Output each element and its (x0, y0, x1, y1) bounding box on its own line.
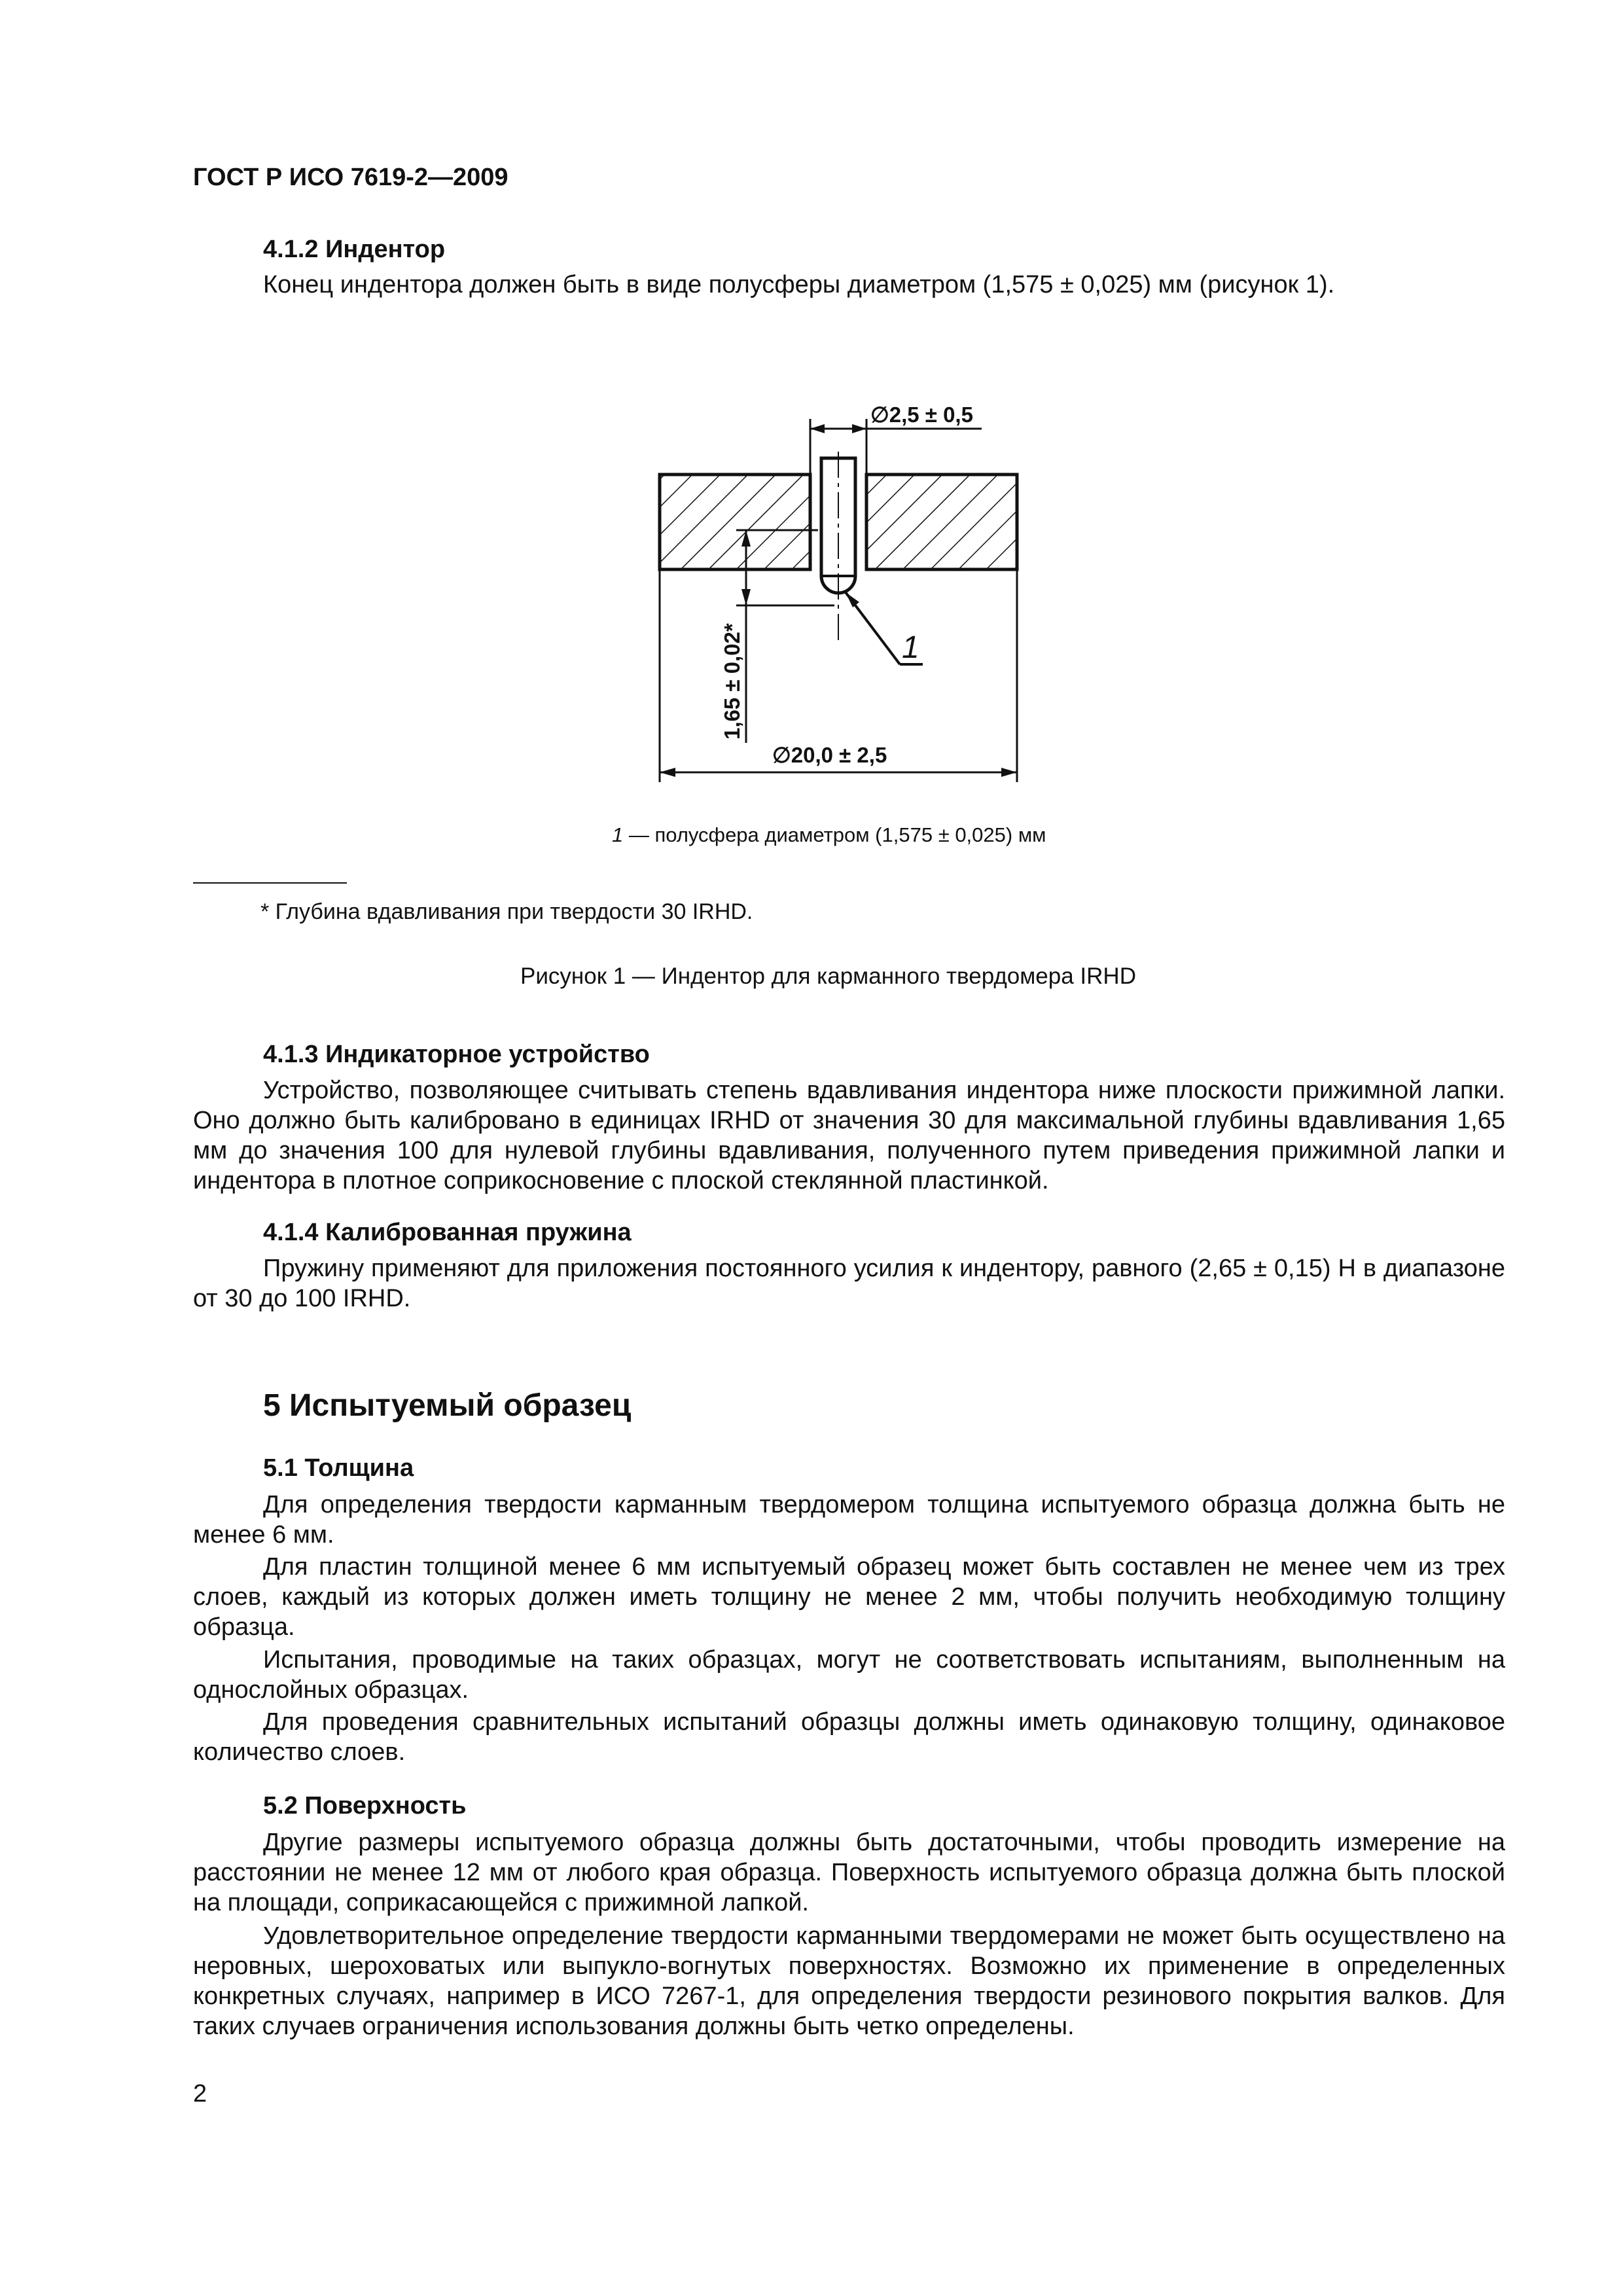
dim-vertical-label: 1,65 ± 0,02* (720, 623, 744, 740)
dim-bottom-label: ∅20,0 ± 2,5 (772, 743, 887, 767)
right-foot-plate (866, 475, 1017, 569)
heading-4-1-4: 4.1.4 Калиброванная пружина (263, 1219, 632, 1246)
callout-leader (846, 592, 923, 665)
heading-5-2: 5.2 Поверхность (263, 1792, 467, 1820)
paragraph-5-1-2: Для пластин толщиной менее 6 мм испытуемый образец может быть составлен не менее чем из трех слоев, каждый из которых должен иметь толщину не менее 2 мм, чтобы получить необходимую толщину образца. (193, 1553, 1505, 1641)
figure-caption: Рисунок 1 — Индентор для карманного твердомера IRHD (520, 963, 1136, 989)
paragraph-5-2-2: Удовлетворительное определение твердости карманными твердомерами не может быть осуществлено на неровных, шероховатых или выпукло-вогнутых поверхностях. Возможно их применение в определенных конкретных случаях, например в ИСО 7267-1, для определения твердости резинового покрытия валков. Для таких случаев ограничения использования должны быть четко определены. (193, 1922, 1505, 2040)
footnote-divider (193, 882, 347, 884)
indenter-pin (821, 452, 855, 641)
paragraph-4-1-4: Пружину применяют для приложения постоянного усилия к индентору, равного (2,65 ± 0,15) Н в диапазоне от 30 до 100 IRHD. (193, 1255, 1505, 1312)
paragraph-4-1-3: Устройство, позволяющее считывать степень вдавливания индентора ниже плоскости прижимной лапки. Оно должно быть калибровано в единицах IRHD от значения 30 для максимальной глубины вдавливания 1,65 мм до значения 100 для нулевой глубины вдавливания, полученного путем приведения прижимной лапки и индентора в плотное соприкосновение с плоской стеклянной пластинкой. (193, 1077, 1505, 1194)
figure-legend (612, 823, 1046, 847)
dim-top-label: ∅2,5 ± 0,5 (870, 403, 973, 427)
paragraph-4-1-2: Конец индентора должен быть в виде полусферы диаметром (1,575 ± 0,025) мм (рисунок 1). (263, 271, 1335, 298)
document-header: ГОСТ Р ИСО 7619-2—2009 (193, 164, 508, 191)
heading-4-1-2: 4.1.2 Индентор (263, 236, 446, 263)
figure-indenter (0, 0, 1623, 890)
page-number: 2 (193, 2080, 207, 2108)
heading-section-5: 5 Испытуемый образец (263, 1388, 632, 1423)
paragraph-5-2-1: Другие размеры испытуемого образца должны быть достаточными, чтобы проводить измерение на расстоянии не менее 12 мм от любого края образца. Поверхность испытуемого образца должна быть плоской на площади, соприкасающейся с прижимной лапкой. (193, 1829, 1505, 1916)
footnote: * Глубина вдавливания при твердости 30 IRHD. (260, 899, 753, 924)
heading-4-1-3: 4.1.3 Индикаторное устройство (263, 1041, 650, 1068)
left-foot-plate (660, 475, 810, 569)
legend-text: — полусфера диаметром (1,575 ± 0,025) мм (623, 823, 1046, 846)
callout-label: 1 (902, 630, 919, 665)
heading-5-1: 5.1 Толщина (263, 1454, 414, 1482)
legend-number: 1 (612, 823, 624, 846)
paragraph-5-1-3: Испытания, проводимые на таких образцах, могут не соответствовать испытаниям, выполненным на однослойных образцах. (193, 1646, 1505, 1704)
paragraph-5-1-4: Для проведения сравнительных испытаний образцы должны иметь одинаковую толщину, одинаковое количество слоев. (193, 1708, 1505, 1766)
dimension-bottom (660, 569, 1017, 782)
paragraph-5-1-1: Для определения твердости карманным твердомером толщина испытуемого образца должна быть не менее 6 мм. (193, 1491, 1505, 1549)
